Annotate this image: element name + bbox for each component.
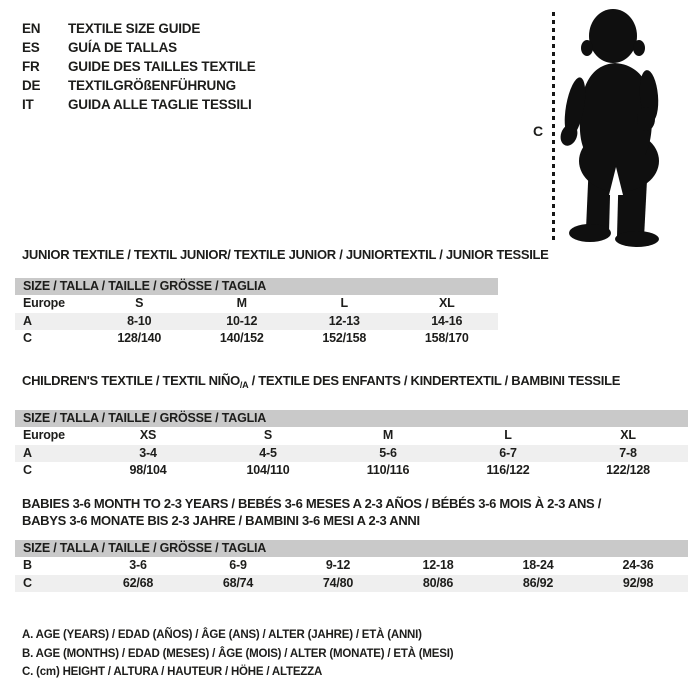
table-title — [22, 512, 688, 529]
table-title-segment: JUNIOR TEXTILE / TEXTIL JUNIOR/ TEXTILE JUNIOR / JUNIORTEXTIL / JUNIOR TESSILE — [22, 247, 549, 262]
size-cell: 9-12 — [325, 558, 351, 572]
table-row — [15, 313, 498, 331]
language-row — [22, 76, 256, 95]
row-label: A — [23, 313, 32, 328]
size-cell: 10-12 — [226, 313, 258, 328]
row-label: C — [23, 575, 32, 590]
size-cell: M — [236, 296, 247, 310]
table-row — [15, 330, 498, 348]
size-header-band: SIZE / TALLA / TAILLE / GRÖSSE / TAGLIA — [15, 540, 688, 557]
childrens-textile-table — [15, 372, 688, 480]
table-title — [22, 246, 549, 263]
language-row — [22, 38, 256, 57]
size-cell: 158/170 — [424, 331, 469, 345]
size-cell: 6-7 — [499, 445, 517, 460]
table-row — [15, 295, 498, 313]
size-header-band: SIZE / TALLA / TAILLE / GRÖSSE / TAGLIA — [15, 278, 498, 295]
size-cell: S — [135, 296, 144, 310]
size-cell: 152/158 — [322, 331, 367, 345]
size-cell: M — [382, 428, 394, 442]
size-cell: 4-5 — [259, 445, 277, 460]
size-cell: 12-18 — [422, 558, 454, 572]
size-cell: L — [340, 296, 348, 310]
height-measure-label: C — [533, 123, 544, 139]
language-code: FR — [22, 59, 40, 74]
footnotes — [22, 626, 453, 682]
table-row — [15, 427, 688, 445]
language-title: TEXTILGRÖßENFÜHRUNG — [68, 78, 236, 93]
language-row — [22, 95, 256, 114]
size-cell: 18-24 — [522, 558, 554, 572]
row-label: Europe — [23, 428, 65, 442]
size-cell: XS — [139, 428, 157, 442]
size-cell: 3-4 — [139, 445, 157, 460]
size-cell: 74/80 — [322, 575, 354, 590]
table-title-segment: BABIES 3-6 MONTH TO 2-3 YEARS / BEBÉS 3-6 MESES A 2-3 AÑOS / BÉBÉS 3-6 MOIS À 2-3 ANS / — [22, 496, 602, 511]
table-title-segment: BABYS 3-6 MONATE BIS 2-3 JAHRE / BAMBINI 3-6 MESI A 2-3 ANNI — [22, 513, 420, 528]
size-cell: 12-13 — [328, 313, 360, 328]
size-cell: XL — [620, 428, 636, 442]
language-code: IT — [22, 97, 34, 112]
babies-textile-table — [15, 495, 688, 592]
footnote-line: C. (cm) HEIGHT / ALTURA / HAUTEUR / HÖHE / ALTEZZA — [22, 666, 323, 678]
size-cell: 122/128 — [606, 463, 650, 477]
size-cell: 140/152 — [219, 331, 264, 345]
footnote-line: B. AGE (MONTHS) / EDAD (MESES) / ÂGE (MOIS) / ALTER (MONATE) / ETÀ (MESI) — [22, 647, 454, 660]
size-cell: 104/110 — [246, 463, 290, 477]
footnote-line: A. AGE (YEARS) / EDAD (AÑOS) / ÂGE (ANS) / ALTER (JAHRE) / ETÀ (ANNI) — [22, 629, 422, 641]
size-cell: 6-9 — [229, 558, 247, 572]
table-row — [15, 445, 688, 463]
table-row — [15, 557, 688, 575]
size-cell: 24-36 — [622, 558, 654, 572]
size-cell: XL — [438, 296, 455, 310]
junior-textile-table — [15, 246, 549, 348]
table-row — [15, 575, 688, 593]
row-label: C — [23, 331, 32, 345]
language-title: TEXTILE SIZE GUIDE — [68, 21, 201, 36]
size-cell: S — [263, 428, 273, 442]
toddler-silhouette-icon — [553, 3, 693, 248]
size-cell: 68/74 — [222, 575, 254, 590]
table-title-segment: CHILDREN'S TEXTILE / TEXTIL NIÑO — [22, 373, 240, 388]
size-cell: 128/140 — [117, 331, 162, 345]
language-row — [22, 57, 256, 76]
table-row — [15, 462, 688, 480]
language-code: DE — [22, 78, 41, 93]
size-cell: 14-16 — [431, 313, 463, 328]
size-header-band: SIZE / TALLA / TAILLE / GRÖSSE / TAGLIA — [15, 410, 688, 427]
language-title: GUIDA ALLE TAGLIE TESSILI — [68, 97, 252, 112]
language-code: ES — [22, 40, 40, 55]
language-code: EN — [22, 21, 41, 36]
size-cell: 86/92 — [522, 575, 554, 590]
size-cell: 5-6 — [379, 445, 397, 460]
size-cell: 116/122 — [486, 463, 530, 477]
table-title-segment: / TEXTILE DES ENFANTS / KINDERTEXTIL / BAMBINI TESSILE — [248, 373, 621, 388]
language-list — [22, 19, 256, 114]
table-title — [22, 495, 688, 512]
size-cell: 110/116 — [366, 463, 410, 477]
size-cell: 92/98 — [622, 575, 654, 590]
language-row — [22, 19, 256, 38]
language-title: GUIDE DES TAILLES TEXTILE — [68, 59, 256, 74]
size-cell: 7-8 — [619, 445, 637, 460]
size-cell: L — [504, 428, 512, 442]
language-title: GUÍA DE TALLAS — [68, 40, 177, 55]
row-label: Europe — [23, 296, 65, 310]
size-cell: 98/104 — [129, 463, 167, 477]
row-label: C — [23, 463, 32, 477]
size-cell: 3-6 — [129, 558, 147, 572]
table-title-segment: /A — [239, 380, 249, 390]
size-cell: 8-10 — [127, 313, 152, 328]
row-label: A — [23, 445, 32, 460]
size-cell: 62/68 — [122, 575, 154, 590]
row-label: B — [23, 558, 32, 572]
size-cell: 80/86 — [422, 575, 454, 590]
table-title — [22, 372, 688, 394]
